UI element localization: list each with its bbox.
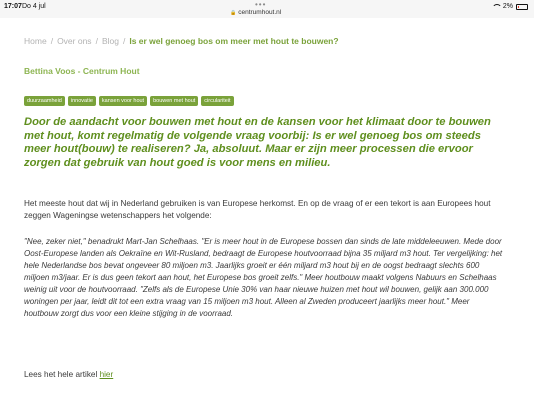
breadcrumb-separator: / xyxy=(50,36,54,46)
tag-bouwen-met-hout[interactable]: bouwen met hout xyxy=(150,96,198,106)
tag-innovatie[interactable]: innovatie xyxy=(68,96,96,106)
read-more-link[interactable]: hier xyxy=(99,370,114,379)
status-bar xyxy=(0,0,534,18)
read-more-line xyxy=(24,369,504,381)
battery-level xyxy=(518,6,519,8)
address-bar[interactable] xyxy=(230,9,281,16)
tag-kansen-voor-hout[interactable]: kansen voor hout xyxy=(99,96,147,106)
tag-duurzaamheid[interactable]: duurzaamheid xyxy=(24,96,65,106)
breadcrumb-separator: / xyxy=(95,36,98,46)
tag-list xyxy=(24,96,234,106)
url-text: centrumhout.nl xyxy=(238,9,282,16)
date: Do 4 jul xyxy=(22,3,46,10)
breadcrumb-separator: / xyxy=(122,36,126,46)
battery-percent: 2% xyxy=(502,3,513,10)
breadcrumb-current: Is er wel genoeg bos om meer met hout te bouwen? xyxy=(129,36,339,46)
wifi-icon xyxy=(492,4,500,10)
clock: 17:07 xyxy=(4,3,22,10)
tag-circulariteit[interactable]: circulariteit xyxy=(201,96,233,106)
status-icons xyxy=(492,3,528,10)
author-line: Bettina Voos - Centrum Hout xyxy=(24,66,140,76)
article-paragraph: Het meeste hout dat wij in Nederland gebruiken is van Europese herkomst. En op de vraag of er een tekort is aan Europees hout zeggen Wageningse wetenschappers het volgende: xyxy=(24,199,491,220)
read-more-text: Lees het hele artikel xyxy=(24,370,98,379)
breadcrumb-over-ons[interactable]: Over ons xyxy=(57,36,92,46)
breadcrumb xyxy=(24,36,339,46)
more-dots-icon[interactable]: ••• xyxy=(255,0,267,9)
article-quote: "Nee, zeker niet," benadrukt Mart-Jan Schelhaas. "Er is meer hout in de Europese bossen dan sinds de late middeleeuwen. Mede door Oost-Europese landen als Oekraïne en Wit-Rusland, bedraagt de Europese houtvoorraad bijna 35 miljard m3 hout. Ter vergelijking: het hele Nederlandse bos bevat ongeveer 80 miljoen m3. Jaarlijks groeit er één miljard m3 hout bij en de oogst bedraagt slechts 600 miljoen m3/jaar. Er is dus geen tekort aan hout, het Europese bos groeit zelfs." Meer houtbouw maakt volgens Nabuurs en Schelhaas weinig uit voor de houtvoorraad. "Zelfs als de Europese Unie 30% van haar nieuwe huizen met hout wil bouwen, gelijk aan 300.000 woningen per jaar, leidt dit tot een extra vraag van 15 miljoen m3 hout. Alleen al Zweden produceert jaarlijks meer hout." Meer houtbouw zorgt dus voor een kleine stijging in de voorraad. xyxy=(24,237,503,318)
breadcrumb-blog[interactable]: Blog xyxy=(101,36,119,46)
article-lead: Door de aandacht voor bouwen met hout en de kansen voor het klimaat door te bouwen met hout, komt regelmatig de volgende vraag voorbij: Is er wel genoeg bos om steeds meer hout(bouw) te realiseren? Ja, absoluut. Maar er zijn meer processen die ervoor zorgen dat gebruik van hout goed is voor mens en milieu. xyxy=(24,116,491,169)
battery-icon xyxy=(516,4,528,10)
lock-icon: 🔒 xyxy=(230,10,237,16)
breadcrumb-home[interactable]: Home xyxy=(24,36,47,46)
